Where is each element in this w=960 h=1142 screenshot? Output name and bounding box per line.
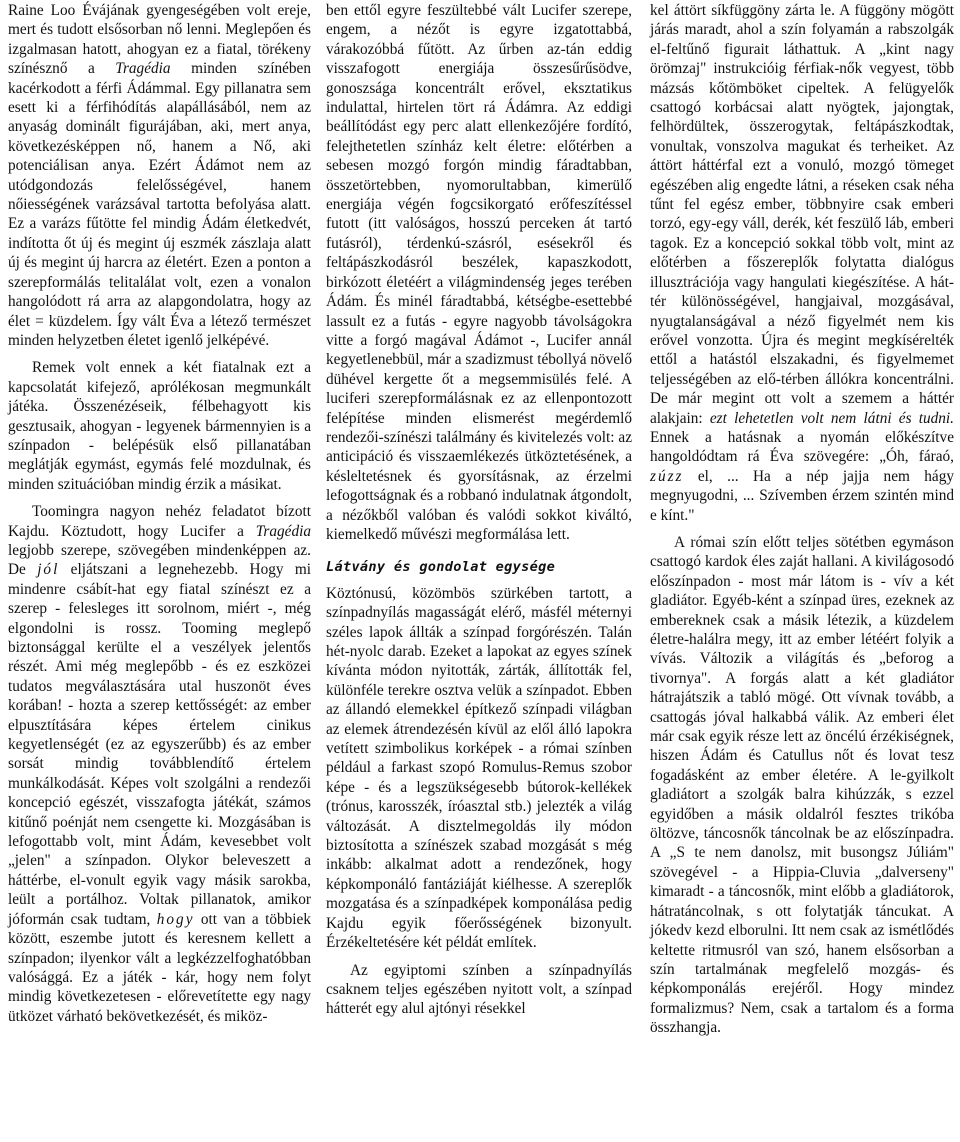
emphasized-text: zúzz <box>650 467 684 485</box>
text-run: Remek volt ennek a két fiatalnak ezt a kapcsolatát kifejező, aprólékosan megmunkált játéka. Összenézéseik, félbehagyott kis gesztusaik, ahogyan - legyenek bármennyien is a színpadon - belépésük első pillanatában meglátják egymást, egymás felé mozdulnak, és minden szituációban mindig érzik a másikat. <box>8 359 311 493</box>
text-run: Raine Loo Évájának gyengeségében volt ereje, mert és tudott elsősorban nő lenni. Meglepően és izgalmasan hatott, ahogyan ez a fiatal, törékeny színésznő a <box>8 2 311 78</box>
emphasized-text: ezt lehetetlen volt nem látni és tudni. <box>709 409 954 427</box>
text-run: Látvány és gondolat egysége <box>326 559 556 576</box>
paragraph <box>650 533 954 1038</box>
paragraph <box>8 502 311 1026</box>
column-2 <box>326 1 632 1019</box>
text-run: minden színében kacérkodott a férfi Ádámmal. Egy pillanatra sem esett ki a férfihódítás alapállásából, nem az anyaság dominált figurájában, aki, mert anya, következésképpen nő, hanem a Nő, aki potenciálisan anya. Ezért Ádámot nem az utódgondozás felelősségével, hanem nőiességének varázsával tartotta befolyása alatt. Ez a varázs fűtötte fel mindig Ádám életkedvét, indította őt új és megint új eszmék zászlaja alatt új és megint új harcra az életért. Ezen a ponton a szerepformálás telitalálat volt, ezen a vonalon hangolódott rá arra az alapgondolatra, hogy az élet = küzdelem. Így vált Éva a létező természet minden helyzetben életet igenlő jelképévé. <box>8 60 311 349</box>
text-run: Ennek a hatásnak a nyomán előkészítve hangoldódtam rá Éva szövegére: „Óh, fáraó, <box>650 428 954 466</box>
text-run: Az egyiptomi színben a színpadnyílás csaknem teljes egészében nyitott volt, a színpad hátterét egy alul ajtónyi résekkel <box>326 961 632 1018</box>
paragraph <box>326 584 632 953</box>
column-3 <box>650 1 954 1038</box>
paragraph <box>650 1 954 525</box>
text-run: A római szín előtt teljes sötétben egymáson csattogó kardok éles zaját hallani. A kivilágosodó előszínpadon - most már látom is - vív a két gladiátor. Egyéb-ként a színpad üres, ezeknek az embereknek csak a másik létezik, a küzdelem életre-halálra megy, itt az ember létéért folyik a vívás. Változik a világítás és „beforog a tivornya". A forgás alatt a két gladiátor hátrajátszik a tabló mögé. Ott vívnak tovább, a csattogás jóval halkabbá válik. Az emberi élet már csak egyik része lett az öncélú érzékiségnek, hiszen Ádám és Catullus nőt és lovat tesz fogadásként az ember életére. A le-gyilkolt gladiátort a szolgák balra kihúzzák, s ezzel egyidőben a másik oldalról fesztes trikóba öltözve, táncosnők táncolnak be az előszínpadra. A „S te nem danolsz, mit busongsz Júliám" szövegével - a Hippia-Cluvia „dalverseny" kimaradt - a táncosnők, mint előbb a gladiátorok, hátratáncolnak, s ott folytatják táncukat. A jókedv kezd elborulni. Itt nem csak az ismétlődés keltette ritmusról van szó, hanem elsősorban a szín tartalmának megfelelő mozgás- és képkomponálás erejéről. Hogy mindez formalizmus? Nem, csak a tartalom és a forma összhangja. <box>650 533 954 1037</box>
text-run: kel áttört síkfüggöny zárta le. A függöny mögött járás maradt, ahol a szín folyamán a rabszolgák el-feltűnő figurait láthattuk. A „kint nagy örömzaj" instrukcióig férfiak-nők vegyest, több mázsás kőtömböket cipeltek. A felügyelők csattogó korbácsai alatt nyögtek, jajongtak, felhördültek, összerogytak, feltápászkodtak, vonultak, vonszolva magukat és terheiket. Az áttört háttérfal ezt a vonuló, mozgó tömeget egészében alig engedte látni, a réseken csak néha tűnt fel egész ember, többnyire csak emberi torzó, egy-egy váll, derék, két feszülő láb, emberi tagok. Ez a koncepció sokkal több volt, mint az előtérben a főszereplők folytatta dialógus illusztrációja vagy hangulati kiegészítése. A hát-tér különösségével, hangjaival, mozgásával, nyugtalanságával a néző figyelmét nem kis erővel vonzotta. Újra és megint megkísérelték ettől a hatástól elszakadni, és figyelmemet teljességében az elő-térben állókra koncentrálni. De már megint ott volt a szemem a háttér alakjain: <box>650 2 954 427</box>
emphasized-text: Tragédia <box>255 522 311 540</box>
column-1 <box>8 1 311 1026</box>
text-run: Köztónusú, közömbös szürkében tartott, a színpadnyílás magasságát elérő, másfél méternyi széles lapok állták a színpad forgórészén. Talán hét-nyolc darab. Ezeket a lapokat az egyes színek kívánta módon nyitották, zárták, állították fel, különféle terekre osztva velük a színpadot. Ebben az állandó elemekkel építkező színpadi világban az elemek átrendezésén kívül az elől álló lapokra vetített szimbolikus korképek - a római színben például a farkast szopó Romulus-Remus szobor képe - és a legszükségesebb bútorok-kellékek (trónus, karosszék, íróasztal stb.) jelezték a világ változását. A disztelmegoldás ily módon biztosította a színészek szabad mozgását s még inkább: alkalmat adott a rendezőnek, hogy képkomponáló fantáziáját kiélhesse. A szereplők mozgatása és a színpadképek komponálása pedig Kajdu egyik főerősségének bizonyult. Érzékeltetésére két példát említek. <box>326 584 632 952</box>
paragraph <box>326 961 632 1019</box>
emphasized-text: Tragédia <box>115 60 171 78</box>
paragraph <box>8 358 311 494</box>
text-run: el, ... Ha a nép jajja nem hágy megnyugodni, ... Szívemben érzem szintén mind e kínt." <box>650 467 954 524</box>
text-run: Toomingra nagyon nehéz feladatot bízott Kajdu. Köztudott, hogy Lucifer a <box>8 503 311 540</box>
text-run: ott van a többiek között, eszembe jutott és keresnem kellett a színpadon; ilyenkor vált a legkézzelfoghatóbban valósággá. Ez a játék - kár, hogy nem folyt mindig következetesen - előrevetítette egy nagy ütközet várható bekövetkezését, és miköz- <box>8 910 311 1025</box>
text-run: legjobb szerepe, szövegében mindenképpen az. De <box>8 541 311 579</box>
section-heading <box>326 558 632 577</box>
emphasized-text: hogy <box>156 910 195 928</box>
paragraph <box>8 1 311 350</box>
text-run: eljátszani a legnehezebb. Hogy mi mindenre csábít-hat egy fiatal színészt ez a szerep - felesleges itt sorolnom, miért -, még elgondolni is rossz. Tooming meglepő biztonsággal kerülte el a veszélyek jelentős részét. Ami még meglepőbb - és ez eszközei tudatos megválasztására utal huszonöt éves korában! - hozta a szerep kettősségét: az ember elpusztítására képes értelem cinikus kegyetlenségét (ez az egyszerűbb) és az ember sorsát mindig továbblendítő értelem munkálkodását. Képes volt szolgálni a rendezői koncepció egészét, visszafogta játékát, számos kitűnő poénját nem csengette ki. Mozgásában is lefogottabb volt, mint Ádám, kevesebbet volt „jelen" a színpadon. Olykor beleveszett a háttérbe, el-vonult egyik vagy másik sarokba, leült a portálhoz. Voltak pillanatok, amikor jóformán csak tudtam, <box>8 561 311 928</box>
paragraph <box>326 1 632 544</box>
emphasized-text: jól <box>37 561 60 579</box>
text-run: ben ettől egyre feszültebbé vált Lucifer szerepe, engem, a nézőt is egyre izgatottabbá, várakozóbbá fűtött. Az űrben az-tán eddig visszafogott energiája összesűrűsödve, gonoszsága koncentrált erővel, eksztatikus indulattal, hirtelen tört rá Ádámra. Az eddigi beállítódást egy perc alatt ellenkezőjére fordító, felejthetetlen színház kelt életre: előtérben a sebesen mozgó forgón mindig fáradtabban, összetörtebben, nyomorultabban, kimerülő energiája végén fogcsikorgató erőfeszítéssel futott (itt valóságos, hosszú perceken át tartó futásról), térdenkú-szásról, esésekről és feltápászkodásról beszélek, kapaszkodott, birkózott életéért a világmindenség jeges terében Ádám. És minél fáradtabbá, kétségbe-esettebbé lassult ez a futás - egyre nagyobb távolságokra vitte a forgó magával Ádámot -, Lucifer annál kegyetlenebbül, már a szadizmust tébollyá növelő dühével kergette őt a megsemmisülés felé. A luciferi szerepformálásnak ez az ellenpontozott felépítése minden elismerést megérdemlő rendezői-színészi találmány és kivitelezés volt: az anticipáció és visszaemlékezés ütköztetésének, a késleltetésnek és gyorsításnak, az érzelmi lefogottságnak és a robbanó indulatnak átgondolt, a nézőkből valóban és valódi sokkot kiváltó, kiemelkedő művészi megformálása lett. <box>326 2 632 543</box>
